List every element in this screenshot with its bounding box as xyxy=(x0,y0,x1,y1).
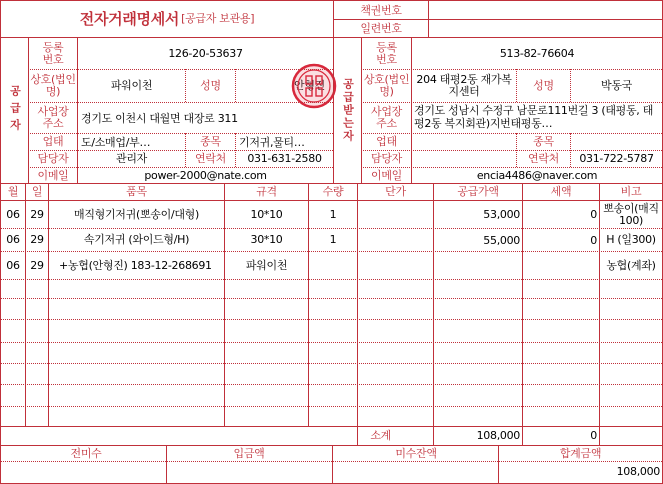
supplier-name-label: 상호(법인명) xyxy=(30,73,76,98)
row-2-month: 06 xyxy=(6,233,20,246)
row-2-note: H (일300) xyxy=(606,233,656,246)
row-3-month: 06 xyxy=(6,258,20,272)
supplier-side-label: 공급자 xyxy=(8,85,22,136)
subtotal-label: 소계 xyxy=(370,428,391,442)
row-2-price xyxy=(358,229,431,251)
row-3-note: 농협(계좌) xyxy=(606,258,656,272)
row-2-qty: 1 xyxy=(329,233,337,246)
buyer-manager xyxy=(412,151,516,167)
buyer-item-label: 종목 xyxy=(533,135,554,148)
col-note-header: 비고 xyxy=(620,185,642,198)
row-1-note: 뽀송이(매직100) xyxy=(603,201,659,227)
row-3-qty xyxy=(309,252,357,279)
supplier-item-label: 종목 xyxy=(200,135,221,148)
unpaid-balance-label: 미수잔액 xyxy=(395,446,437,460)
col-item-header: 품목 xyxy=(126,185,147,198)
buyer-reg-no: 513-82-76604 xyxy=(499,47,575,60)
row-2-tax: 0 xyxy=(590,233,597,247)
row-1-month: 06 xyxy=(6,207,20,221)
row-2-spec: 30*10 xyxy=(250,233,283,246)
buyer-contact: 031-722-5787 xyxy=(579,152,654,165)
buyer-side-label: 공급받는자 xyxy=(341,78,355,143)
grand-total-label: 합계금액 xyxy=(559,446,602,460)
supplier-email-label: 이메일 xyxy=(37,168,69,182)
row-1-item: 매직형기저귀(뽀송이/대형) xyxy=(74,207,199,221)
subtotal-tax: 0 xyxy=(590,429,597,442)
buyer-biz-label: 업태 xyxy=(376,135,397,148)
col-spec-header: 규격 xyxy=(256,185,277,198)
buyer-manager-label: 담당자 xyxy=(371,152,402,165)
supplier-rep-label: 성명 xyxy=(200,79,221,92)
col-supply-header: 공급가액 xyxy=(457,185,499,198)
row-1-price xyxy=(358,201,431,228)
row-1-spec: 10*10 xyxy=(250,207,283,221)
row-3-price xyxy=(358,252,431,279)
buyer-contact-label: 연락처 xyxy=(528,152,559,165)
supplier-addr-label: 사업장주소 xyxy=(37,105,69,130)
document-title: 전자거래명세서 xyxy=(79,10,180,28)
supplier-item: 기저귀,물티… xyxy=(239,135,305,149)
buyer-reg-label: 등록번호 xyxy=(376,41,397,66)
supplier-biz-type: 도/소매업/부… xyxy=(81,135,151,149)
row-3-tax xyxy=(523,252,597,279)
paid-amount-label: 입금액 xyxy=(233,446,265,460)
grand-total-value: 108,000 xyxy=(616,465,660,478)
row-1-supply: 53,000 xyxy=(483,208,520,221)
serial-number-label: 일련번호 xyxy=(360,21,402,35)
supplier-contact: 031-631-2580 xyxy=(247,152,322,165)
buyer-rep-label: 성명 xyxy=(533,79,554,92)
supplier-manager: 관리자 xyxy=(116,152,147,165)
row-1-qty: 1 xyxy=(329,207,337,221)
title-area xyxy=(1,1,333,37)
document-title-note: [공급자 보관용] xyxy=(181,12,255,25)
row-2-supply: 55,000 xyxy=(483,233,520,247)
buyer-addr-label: 사업장주소 xyxy=(371,105,402,130)
row-2-day: 29 xyxy=(30,233,44,246)
buyer-name: 204 태평2동 재가복지센터 xyxy=(416,73,512,98)
buyer-rep: 박동국 xyxy=(601,79,632,92)
book-number-value xyxy=(429,2,662,19)
col-tax-header: 세액 xyxy=(550,185,572,198)
col-qty-header: 수량 xyxy=(322,185,344,198)
book-number-label: 책권번호 xyxy=(360,3,402,17)
supplier-email: power-2000@nate.com xyxy=(144,168,267,182)
supplier-manager-label: 담당자 xyxy=(37,152,69,165)
buyer-email-label: 이메일 xyxy=(371,168,402,182)
row-2-item: 속기저귀 (와이드형/H) xyxy=(83,233,190,246)
supplier-name: 파워이천 xyxy=(110,79,153,92)
row-3-item: +농협(안형진) 183-12-268691 xyxy=(59,259,212,272)
unpaid-previous-label: 전미수 xyxy=(70,446,102,460)
serial-number-value xyxy=(429,20,662,37)
buyer-name-label: 상호(법인명) xyxy=(363,73,410,98)
supplier-biz-label: 업태 xyxy=(42,135,64,148)
supplier-address: 경기도 이천시 대월면 대장로 311 xyxy=(81,111,238,125)
buyer-address: 경기도 성남시 수정구 남문로111번길 3 (태평동, 태평2동 복지회관)지번태평동… xyxy=(414,104,654,130)
buyer-item xyxy=(573,134,661,150)
row-1-day: 29 xyxy=(30,207,44,221)
buyer-email: encia4486@naver.com xyxy=(476,168,598,182)
row-3-day: 29 xyxy=(30,258,44,272)
row-3-spec: 파워이천 xyxy=(245,258,288,272)
col-month-header: 월 xyxy=(7,185,19,198)
row-3-supply xyxy=(434,252,520,279)
supplier-contact-label: 연락처 xyxy=(195,152,226,165)
buyer-biz-type xyxy=(414,134,516,150)
col-day-header: 일 xyxy=(31,185,43,198)
supplier-reg-label: 등록번호 xyxy=(42,41,64,66)
supplier-reg-no: 126-20-53637 xyxy=(168,47,243,60)
row-1-tax: 0 xyxy=(590,208,597,221)
subtotal-supply: 108,000 xyxy=(476,429,520,442)
col-price-header: 단가 xyxy=(385,185,406,198)
